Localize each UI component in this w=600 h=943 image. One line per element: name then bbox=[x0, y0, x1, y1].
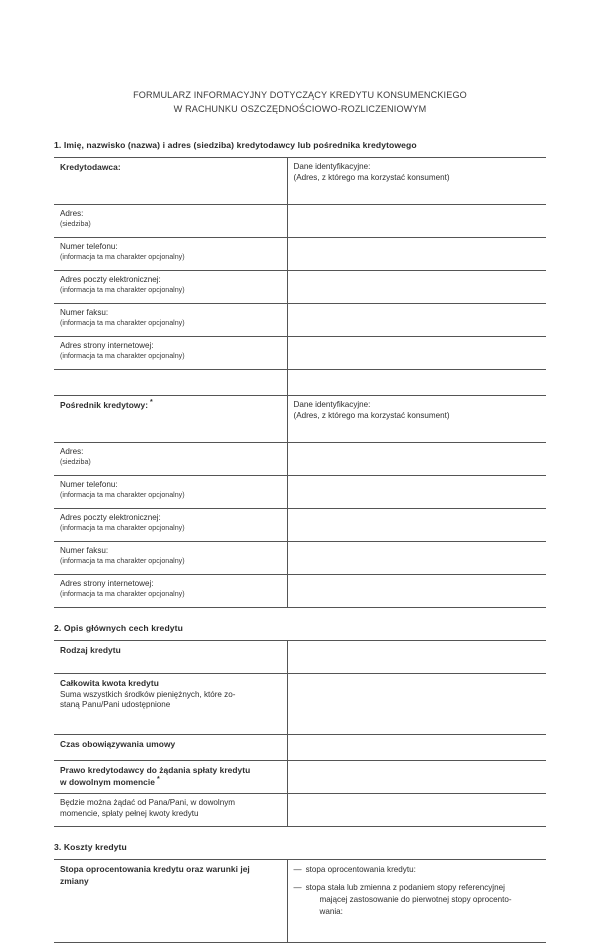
table-row bbox=[54, 271, 546, 304]
total-amount-note-line-2: staną Panu/Pani udostępnione bbox=[60, 700, 171, 710]
table-row bbox=[54, 370, 546, 396]
intermediary-website-label-cell bbox=[54, 575, 287, 608]
lender-email-label-cell bbox=[54, 271, 287, 304]
lender-label: Kredytodawca: bbox=[60, 162, 121, 172]
total-amount-label: Całkowita kwota kredytu bbox=[60, 678, 159, 688]
contract-duration-label-cell bbox=[54, 735, 287, 761]
repayment-note-line-2: momencie, spłaty pełnej kwoty kredytu bbox=[60, 808, 199, 818]
intermediary-address-value-cell[interactable] bbox=[287, 443, 546, 476]
lender-identification-note: (Adres, z którego ma korzystać konsument) bbox=[293, 172, 450, 182]
intermediary-identification-note: (Adres, z którego ma korzystać konsument) bbox=[293, 410, 450, 420]
table-row bbox=[54, 542, 546, 575]
intermediary-identification-cell[interactable] bbox=[287, 396, 546, 443]
section-2-table bbox=[54, 640, 546, 827]
table-row bbox=[54, 575, 546, 608]
separator-right-cell bbox=[287, 370, 546, 396]
table-row bbox=[54, 238, 546, 271]
table-row bbox=[54, 761, 546, 794]
document-title-line-1: FORMULARZ INFORMACYJNY DOTYCZĄCY KREDYTU KONSUMENCKIEGO bbox=[133, 90, 467, 100]
intermediary-website-label: Adres strony internetowej: bbox=[60, 579, 154, 588]
intermediary-fax-sublabel: (informacja ta ma charakter opcjonalny) bbox=[60, 556, 185, 565]
dash-marker: — bbox=[293, 865, 302, 874]
repayment-right-label-cell bbox=[54, 761, 287, 794]
lender-website-value-cell[interactable] bbox=[287, 337, 546, 370]
lender-address-value-cell[interactable] bbox=[287, 205, 546, 238]
repayment-right-label-text: w dowolnym momencie bbox=[60, 776, 155, 787]
table-row bbox=[54, 509, 546, 542]
separator-left-cell bbox=[54, 370, 287, 396]
list-item bbox=[294, 882, 541, 917]
document-title bbox=[54, 88, 546, 116]
section-3-table bbox=[54, 859, 546, 943]
repayment-right-label-line-1: Prawo kredytodawcy do żądania spłaty kredytu bbox=[60, 765, 251, 775]
lender-fax-sublabel: (informacja ta ma charakter opcjonalny) bbox=[60, 318, 185, 327]
interest-rate-value-cell[interactable] bbox=[287, 860, 546, 943]
section-2-heading: 2. Opis głównych cech kredytu bbox=[54, 623, 183, 633]
table-row bbox=[54, 443, 546, 476]
table-row bbox=[54, 158, 546, 205]
footnote-asterisk: * bbox=[156, 775, 160, 783]
repayment-note-line-1: Będzie można żądać od Pana/Pani, w dowolnym bbox=[60, 798, 236, 807]
intermediary-phone-value-cell[interactable] bbox=[287, 476, 546, 509]
table-row bbox=[54, 205, 546, 238]
repayment-note-cell bbox=[54, 794, 287, 827]
credit-type-label-cell bbox=[54, 641, 287, 674]
lender-identification-label: Dane identyfikacyjne: bbox=[293, 162, 371, 171]
interest-rate-conditions-list bbox=[294, 864, 541, 917]
lender-identification-cell[interactable] bbox=[287, 158, 546, 205]
section-1-table bbox=[54, 157, 546, 608]
list-item bbox=[294, 864, 541, 875]
lender-email-sublabel: (informacja ta ma charakter opcjonalny) bbox=[60, 285, 185, 294]
credit-type-value-cell[interactable] bbox=[287, 641, 546, 674]
total-amount-note-line-1: Suma wszystkich środków pieniężnych, które zo- bbox=[60, 689, 236, 699]
lender-website-label: Adres strony internetowej: bbox=[60, 341, 154, 350]
lender-label-cell bbox=[54, 158, 287, 205]
lender-website-label-cell bbox=[54, 337, 287, 370]
lender-address-label-cell bbox=[54, 205, 287, 238]
lender-address-sublabel: (siedziba) bbox=[60, 219, 91, 228]
lender-website-sublabel: (informacja ta ma charakter opcjonalny) bbox=[60, 351, 185, 360]
interest-rate-item-2-cont-line-1: mającej zastosowanie do pierwotnej stopy oprocento- bbox=[319, 895, 512, 904]
intermediary-email-value-cell[interactable] bbox=[287, 509, 546, 542]
intermediary-website-sublabel: (informacja ta ma charakter opcjonalny) bbox=[60, 589, 185, 598]
intermediary-label-text bbox=[60, 400, 281, 412]
intermediary-website-value-cell[interactable] bbox=[287, 575, 546, 608]
lender-fax-value-cell[interactable] bbox=[287, 304, 546, 337]
lender-phone-label: Numer telefonu: bbox=[60, 242, 118, 251]
table-row bbox=[54, 794, 546, 827]
table-row bbox=[54, 860, 546, 943]
lender-phone-value-cell[interactable] bbox=[287, 238, 546, 271]
lender-fax-label-cell bbox=[54, 304, 287, 337]
repayment-right-value-cell[interactable] bbox=[287, 761, 546, 794]
intermediary-fax-label: Numer faksu: bbox=[60, 546, 109, 555]
table-row bbox=[54, 735, 546, 761]
contract-duration-value-cell[interactable] bbox=[287, 735, 546, 761]
document-title-line-2: W RACHUNKU OSZCZĘDNOŚCIOWO-ROZLICZENIOWYM bbox=[173, 104, 427, 114]
credit-type-label: Rodzaj kredytu bbox=[60, 645, 121, 655]
intermediary-label-cell bbox=[54, 396, 287, 443]
lender-phone-label-cell bbox=[54, 238, 287, 271]
table-row bbox=[54, 337, 546, 370]
lender-phone-sublabel: (informacja ta ma charakter opcjonalny) bbox=[60, 252, 185, 261]
table-row bbox=[54, 674, 546, 735]
intermediary-phone-label-cell bbox=[54, 476, 287, 509]
table-row bbox=[54, 396, 546, 443]
intermediary-address-sublabel: (siedziba) bbox=[60, 457, 91, 466]
intermediary-fax-value-cell[interactable] bbox=[287, 542, 546, 575]
intermediary-fax-label-cell bbox=[54, 542, 287, 575]
lender-address-label: Adres: bbox=[60, 209, 84, 218]
lender-email-value-cell[interactable] bbox=[287, 271, 546, 304]
total-amount-value-cell[interactable] bbox=[287, 674, 546, 735]
section-3-heading: 3. Koszty kredytu bbox=[54, 842, 127, 852]
table-row bbox=[54, 476, 546, 509]
interest-rate-item-1: stopa oprocentowania kredytu: bbox=[305, 865, 416, 874]
intermediary-phone-label: Numer telefonu: bbox=[60, 480, 118, 489]
interest-rate-label-line-1: Stopa oprocentowania kredytu oraz warunki jej bbox=[60, 864, 250, 874]
lender-fax-label: Numer faksu: bbox=[60, 308, 109, 317]
footnote-asterisk: * bbox=[150, 399, 153, 407]
interest-rate-item-2-cont-line-2: wania: bbox=[319, 907, 343, 916]
interest-rate-label-cell bbox=[54, 860, 287, 943]
intermediary-identification-label: Dane identyfikacyjne: bbox=[293, 400, 371, 409]
lender-email-label: Adres poczty elektronicznej: bbox=[60, 275, 161, 284]
intermediary-phone-sublabel: (informacja ta ma charakter opcjonalny) bbox=[60, 490, 185, 499]
table-row bbox=[54, 641, 546, 674]
repayment-note-value-cell[interactable] bbox=[287, 794, 546, 827]
repayment-right-label-line-2 bbox=[60, 777, 281, 789]
contract-duration-label: Czas obowiązywania umowy bbox=[60, 739, 176, 749]
interest-rate-label-line-2: zmiany bbox=[60, 875, 89, 886]
intermediary-address-label: Adres: bbox=[60, 447, 84, 456]
interest-rate-item-2: stopa stała lub zmienna z podaniem stopy referencyjnej bbox=[305, 883, 505, 892]
section-1-heading: 1. Imię, nazwisko (nazwa) i adres (siedziba) kredytodawcy lub pośrednika kredytowego bbox=[54, 140, 417, 150]
table-row bbox=[54, 304, 546, 337]
intermediary-email-sublabel: (informacja ta ma charakter opcjonalny) bbox=[60, 523, 185, 532]
intermediary-label: Pośrednik kredytowy: bbox=[60, 400, 149, 410]
total-amount-label-cell bbox=[54, 674, 287, 735]
intermediary-email-label-cell bbox=[54, 509, 287, 542]
intermediary-email-label: Adres poczty elektronicznej: bbox=[60, 513, 161, 522]
dash-marker: — bbox=[293, 883, 302, 892]
intermediary-address-label-cell bbox=[54, 443, 287, 476]
